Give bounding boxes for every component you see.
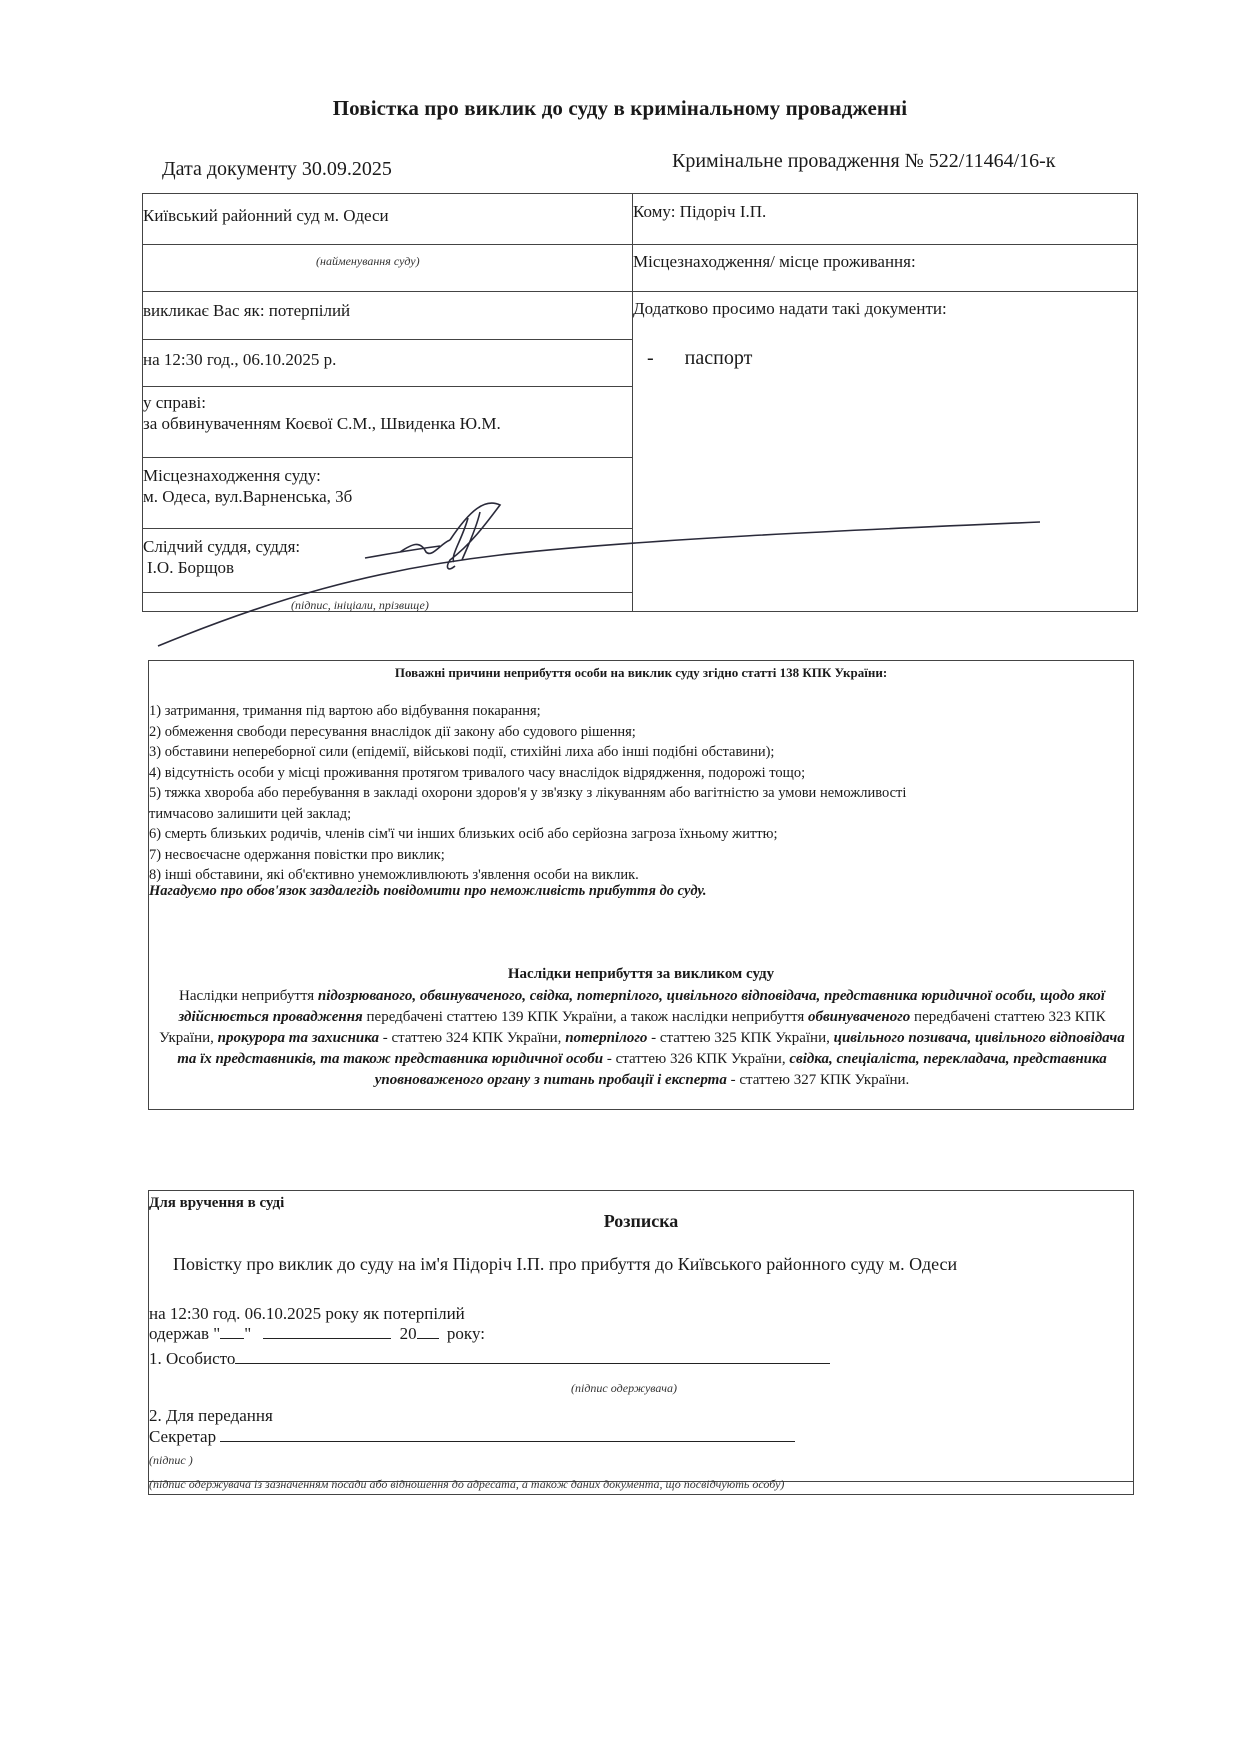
recipient-row bbox=[633, 194, 1137, 245]
consequences-segment: прокурора та захисника bbox=[217, 1030, 379, 1046]
consequences-segment: - статтею 324 КПК України, bbox=[378, 1030, 566, 1046]
documents-label: Додатково просимо надати такі документи: bbox=[633, 299, 947, 318]
received-label: одержав " bbox=[149, 1324, 221, 1343]
recipient: Кому: Підоріч І.П. bbox=[633, 202, 767, 221]
court-name-row bbox=[143, 194, 632, 245]
judge-name: І.О. Борщов bbox=[147, 558, 235, 577]
quote-close: " bbox=[244, 1324, 252, 1343]
reminder-note: Нагадуємо про обов'язок заздалегідь повідомити про неможливість прибуття до суду. bbox=[149, 883, 707, 899]
receipt-intro: Повістку про виклик до суду на ім'я Підоріч І.П. про прибуття до Київського районного суду м. Одеси bbox=[173, 1254, 958, 1274]
reason-item: 4) відсутність особи у місці проживання протягом тривалого часу внаслідок відрядження, подорожі тощо; bbox=[149, 764, 806, 781]
consequences-segment: - статтею 327 КПК України. bbox=[726, 1072, 910, 1088]
document-label: паспорт bbox=[684, 347, 753, 369]
receipt-box bbox=[148, 1190, 1134, 1495]
court-name: Київський районний суд м. Одеси bbox=[143, 206, 389, 225]
summoned-as-row bbox=[143, 291, 632, 340]
recipient-signature-field[interactable] bbox=[235, 1349, 830, 1364]
personally-label: 1. Особисто bbox=[149, 1349, 236, 1368]
reason-item: 5) тяжка хвороба або перебування в закладі охорони здоров'я у зв'язку з лікуванням або вагітністю за умови неможливості bbox=[149, 785, 907, 801]
document-item bbox=[647, 347, 752, 370]
consequences-title: Наслідки неприбуття за викликом суду bbox=[507, 966, 775, 982]
secretary-signature-caption: (підпис ) bbox=[149, 1453, 193, 1467]
court-location: м. Одеса, вул.Варненська, 3б bbox=[143, 487, 353, 506]
time-row bbox=[143, 339, 632, 387]
secretary-label: Секретар bbox=[149, 1427, 217, 1446]
receipt-title: Розписка bbox=[603, 1211, 679, 1231]
receipt-time-line: на 12:30 год. 06.10.2025 року як потерпілий bbox=[149, 1304, 465, 1323]
consequences-segment: - статтею 326 КПК України, bbox=[603, 1051, 790, 1067]
absence-reasons-box bbox=[148, 660, 1134, 1110]
reasons-heading: Поважні причини неприбуття особи на виклик суду згідно статті 138 КПК України: bbox=[394, 665, 888, 680]
year-prefix: 20 bbox=[399, 1324, 417, 1343]
case-number: Кримінальне провадження № 522/11464/16-к bbox=[672, 150, 1056, 172]
residence-label: Місцезнаходження/ місце проживання: bbox=[633, 252, 916, 271]
reason-item: 6) смерть близьких родичів, членів сім'ї чи інших близьких осіб або серйозна загроза їхньому життю; bbox=[149, 826, 778, 842]
document-date: Дата документу 30.09.2025 bbox=[162, 158, 392, 180]
secretary-line bbox=[149, 1427, 795, 1447]
footer-caption: (підпис одержувача із зазначенням посади або відношення до адресата, а також даних документа, що посвідчують особу) bbox=[149, 1477, 785, 1491]
consequences-segment: передбачені статтею 323 КПК України, bbox=[159, 1009, 1106, 1046]
case-text: за обвинуваченням Коєвої С.М., Швиденка Ю.М. bbox=[143, 414, 501, 433]
received-day-field[interactable] bbox=[220, 1324, 244, 1339]
court-caption-row bbox=[143, 244, 632, 292]
secretary-signature-field[interactable] bbox=[220, 1427, 795, 1442]
year-suffix: року: bbox=[446, 1324, 485, 1343]
reason-item: 7) несвоєчасне одержання повістки про виклик; bbox=[149, 846, 445, 863]
received-year-field[interactable] bbox=[417, 1324, 439, 1339]
court-location-label: Місцезнаходження суду: bbox=[143, 466, 321, 485]
judge-signature-caption: (підпис, ініціали, прізвище) bbox=[291, 598, 429, 612]
reason-item: тимчасово залишити цей заклад; bbox=[149, 805, 352, 822]
judge-signature-icon bbox=[150, 500, 1050, 650]
court-name-caption: (найменування суду) bbox=[316, 254, 420, 268]
reason-item: 2) обмеження свободи пересування внаслідок дії закону або судового рішення; bbox=[149, 723, 636, 740]
personally-line bbox=[149, 1349, 830, 1369]
consequences-text bbox=[155, 986, 1129, 1091]
recipient-signature-caption: (підпис одержувача) bbox=[571, 1381, 677, 1395]
case-row bbox=[143, 386, 632, 458]
handover-label: Для вручення в суді bbox=[149, 1195, 285, 1211]
case-label: у справі: bbox=[143, 393, 206, 412]
reasons-list bbox=[149, 701, 1127, 886]
judge-label: Слідчий суддя, суддя: bbox=[143, 537, 301, 556]
received-month-field[interactable] bbox=[263, 1324, 391, 1339]
reason-item: 8) інші обставини, які об'єктивно унеможливлюють з'явлення особи на виклик. bbox=[149, 867, 639, 883]
hearing-time: на 12:30 год., 06.10.2025 р. bbox=[143, 350, 337, 369]
consequences-segment: Наслідки неприбуття bbox=[179, 988, 318, 1004]
residence-row bbox=[633, 244, 1137, 292]
consequences-segment: - статтею 325 КПК України, bbox=[647, 1030, 834, 1046]
consequences-segment: цивільного позивача, цивільного відповідача та їх представників, та також представника юридичної особи bbox=[177, 1030, 1125, 1067]
page-title: Повістка про виклик до суду в кримінальному провадженні bbox=[332, 96, 908, 120]
consequences-segment: свідка, спеціаліста, перекладача, представника уповноваженого органу з питань пробації і експерта bbox=[374, 1051, 1107, 1088]
summoned-as: викликає Вас як: потерпілий bbox=[143, 301, 351, 320]
received-date-line bbox=[149, 1324, 485, 1344]
consequences-segment: підозрюваного, обвинуваченого, свідка, потерпілого, цивільного відповідача, представника юридичної особи, щодо якої здійснюється провадження bbox=[178, 988, 1105, 1025]
document-bullet: - bbox=[647, 347, 654, 369]
reason-item: 3) обставини непереборної сили (епідемії, військові події, стихійні лиха або інші подібні обставини); bbox=[149, 744, 775, 760]
reason-item: 1) затримання, тримання під вартою або відбування покарання; bbox=[149, 703, 541, 719]
consequences-segment: передбачені статтею 139 КПК України, а також наслідки неприбуття bbox=[362, 1009, 808, 1025]
consequences-segment: потерпілого bbox=[565, 1030, 648, 1046]
transfer-label: 2. Для передання bbox=[149, 1406, 273, 1425]
consequences-segment: обвинуваченого bbox=[807, 1009, 911, 1025]
